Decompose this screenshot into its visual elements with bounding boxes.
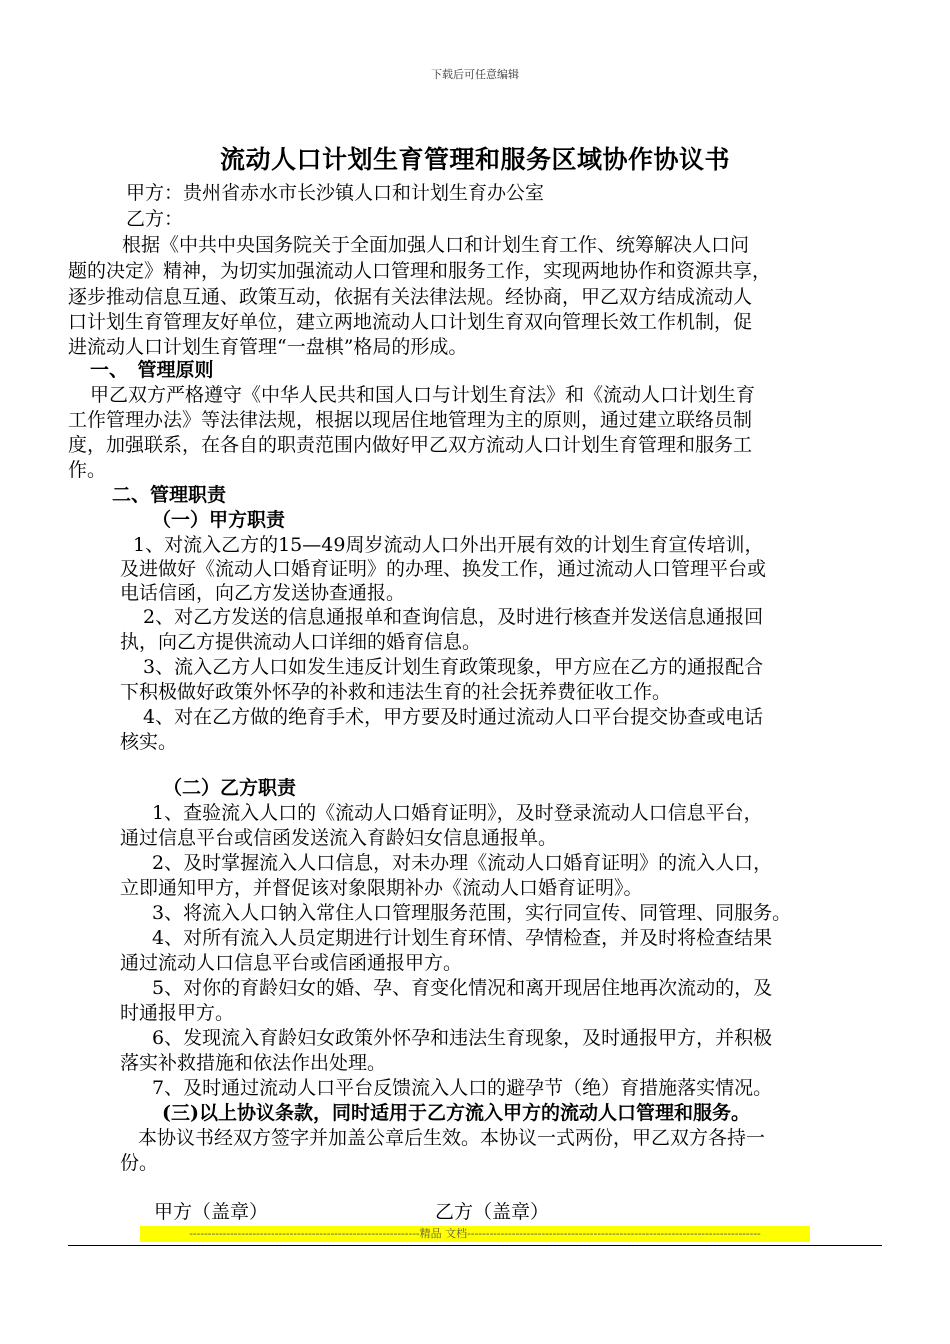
subsection-heading: （二）乙方职责 — [163, 777, 297, 799]
body-line: 份。 — [120, 1152, 159, 1174]
party-b-line: 乙方： — [126, 208, 184, 230]
list-item: 落实补救措施和依法作出处理。 — [120, 1052, 387, 1074]
list-item: 4、对所有流入人员定期进行计划生育环情、孕情检查，并及时将检查结果 — [152, 927, 773, 949]
list-item: 1、对流入乙方的15—49周岁流动人口外出开展有效的计划生育宣传培训， — [133, 534, 764, 556]
list-item: 立即通知甲方，并督促该对象限期补办《流动人口婚育证明》。 — [120, 877, 643, 899]
clause-three: (三)以上协议条款，同时适用于乙方流入甲方的流动人口管理和服务。 — [162, 1102, 750, 1124]
document-title: 流动人口计划生育管理和服务区域协作协议书 — [219, 145, 730, 174]
list-item: 时通报甲方。 — [120, 1002, 235, 1024]
body-line: 根据《中共中央国务院关于全面加强人口和计划生育工作、统筹解决人口问 — [122, 234, 750, 256]
body-line: 度，加强联系，在各自的职责范围内做好甲乙双方流动人口计划生育管理和服务工 — [68, 434, 753, 456]
party-a-line: 甲方：贵州省赤水市长沙镇人口和计划生育办公室 — [126, 182, 545, 204]
body-line: 甲乙双方严格遵守《中华人民共和国人口与计划生育法》和《流动人口计划生育 — [90, 384, 756, 406]
footer-rule — [68, 1245, 882, 1246]
footer-band: --------------------------------------------------------------精品 文档------------------------------------------------------------------------------- — [140, 1226, 810, 1242]
list-item: 电话信函，向乙方发送协查通报。 — [120, 582, 406, 604]
list-item: 4、对在乙方做的绝育手术，甲方要及时通过流动人口平台提交协查或电话 — [143, 706, 764, 728]
party-a-seal-label: 甲方（盖章） — [154, 1201, 269, 1223]
list-item: 3、将流入人口钠入常住人口管理服务范围，实行同宣传、同管理、同服务。 — [152, 902, 792, 924]
subsection-heading: （一）甲方职责 — [152, 509, 286, 531]
header-note: 下载后可任意编辑 — [431, 68, 519, 81]
party-b-seal-label: 乙方（盖章） — [435, 1201, 550, 1223]
list-item: 7、及时通过流动人口平台反馈流入人口的避孕节（绝）育措施落实情况。 — [152, 1077, 773, 1099]
list-item: 下积极做好政策外怀孕的补救和违法生育的社会抚养费征收工作。 — [120, 681, 672, 703]
list-item: 及进做好《流动人口婚育证明》的办理、换发工作，通过流动人口管理平台或 — [120, 558, 767, 580]
list-item: 核实。 — [120, 731, 178, 753]
body-line: 逐步推动信息互通、政策互动，依据有关法律法规。经协商，甲乙双方结成流动人 — [68, 286, 753, 308]
section-heading: 二、管理职责 — [112, 484, 227, 506]
body-line: 口计划生育管理友好单位，建立两地流动人口计划生育双向管理长效工作机制，促 — [68, 311, 753, 333]
list-item: 3、流入乙方人口如发生违反计划生育政策现象，甲方应在乙方的通报配合 — [143, 656, 764, 678]
list-item: 5、对你的育龄妇女的婚、孕、育变化情况和离开现居住地再次流动的，及 — [152, 977, 773, 999]
list-item: 执，向乙方提供流动人口详细的婚育信息。 — [120, 631, 482, 653]
list-item: 通过信息平台或信函发送流入育龄妇女信息通报单。 — [120, 827, 558, 849]
list-item: 通过流动人口信息平台或信函通报甲方。 — [120, 952, 463, 974]
body-line: 工作管理办法》等法律法规，根据以现居住地管理为主的原则，通过建立联络员制 — [68, 409, 753, 431]
list-item: 1、查验流入人口的《流动人口婚育证明》，及时登录流动人口信息平台， — [152, 802, 763, 824]
body-line: 作。 — [68, 459, 107, 481]
section-heading: 一、 管理原则 — [90, 359, 214, 381]
body-line: 进流动人口计划生育管理“一盘棋”格局的形成。 — [68, 336, 468, 358]
list-item: 2、对乙方发送的信息通报单和查询信息，及时进行核查并发送信息通报回 — [143, 606, 764, 628]
body-line: 题的决定》精神，为切实加强流动人口管理和服务工作，实现两地协作和资源共享， — [68, 260, 772, 282]
body-line: 本协议书经双方签字并加盖公章后生效。本协议一式两份，甲乙双方各持一 — [138, 1127, 766, 1149]
list-item: 2、及时掌握流入人口信息，对未办理《流动人口婚育证明》的流入人口， — [152, 852, 773, 874]
list-item: 6、发现流入育龄妇女政策外怀孕和违法生育现象，及时通报甲方，并积极 — [152, 1027, 773, 1049]
